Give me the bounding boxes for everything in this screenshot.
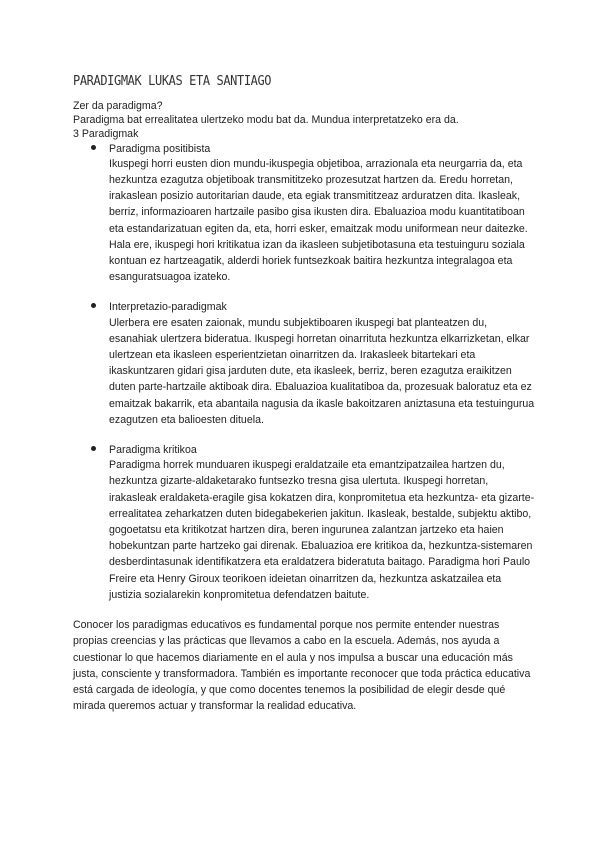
bullet-icon (91, 446, 96, 451)
conclusion-paragraph: Conocer los paradigmas educativos es fundamental porque nos permite entender nuestras propias creencias y las prácticas que llevamos a cabo en la escuela. Además, nos ayuda a cuestionar lo que hacemos diariamente en el aula y nos impulsa a buscar una educación más justa, consciente y transformadora. También es importante reconocer que toda práctica educativa está cargada de ideología, y que como docentes tenemos la posibilidad de elegir desde qué mirada queremos actuar y transformar la realidad educativa. (73, 619, 531, 713)
document-title: PARADIGMAK LUKAS ETA SANTIAGO (73, 74, 272, 89)
paradigm-heading: Interpretazio-paradigmak (109, 301, 227, 314)
definition-line: Paradigma bat errealitatea ulertzeko modu bat da. Mundua interpretatzeko era da. (73, 114, 459, 127)
list-spacer (89, 428, 536, 443)
list-item (89, 142, 536, 286)
paradigm-description: Ulerbera ere esaten zaionak, mundu subjektiboaren ikuspegi bat planteatzen du, esanahiak ulertzera bideratua. Ikuspegi horretan oinarrituta hezkuntza elkarrizketan, elkar ulertzean eta ikasleen esperientzietan oinarritzen da. Irakasleek bitartekari eta ikaskuntzaren gidari gisa jarduten dute, eta ikasleek, berriz, beren ezagutza eraikitzen duten parte-hartzaile aktiboak dira. Ebaluazioa kualitatiboa da, prozesuak baloratuz eta ez emaitzak bakarrik, eta abantaila nagusia da ikasle bakoitzaren aniztasuna eta testuingurua ezagutzen eta balioesten dituela. (109, 316, 535, 426)
list-spacer (89, 285, 536, 300)
paradigm-description: Paradigma horrek munduaren ikuspegi eraldatzaile eta emantzipatzailea hartzen du, hezkuntza gizarte-aldaketarako funtsezko tresna gisa ulertuta. Ikuspegi horretan, irakasleak eraldaketa-eragile gisa kokatzen dira, konpromitetua eta hezkuntza- eta gizarte-errealitatea zeharkatzen duten bidegabekerien jakitun. Ikasleak, bestalde, subjektu aktibo, gogoetatsu eta kritikotzat hartzen dira, beren ingurunea zalantzan jartzeko eta haien hobekuntzan parte hartzeko gai direnak. Ebaluazioa ere kritikoa da, hezkuntza-sistemaren desberdintasunak identifikatzera eta eraldatzera bideratuta baitago. Paradigma hori Paulo Freire eta Henry Giroux teorikoen ideietan oinarritzen da, hezkuntza askatzailea eta justizia sozialarekin konpromitetua defendatzen baitute. (109, 459, 535, 601)
paradigm-heading: Paradigma kritikoa (109, 444, 197, 457)
paradigm-heading: Paradigma positibista (109, 142, 211, 155)
question-line: Zer da paradigma? (73, 100, 163, 112)
bullet-icon (91, 145, 96, 150)
list-item (89, 443, 536, 603)
paradigm-list (73, 142, 536, 603)
bullet-icon (91, 303, 96, 308)
paradigm-description: Ikuspegi horri eusten dion mundu-ikuspegia objetiboa, arrazionala eta neurgarria da, eta hezkuntza ezagutza objetiboak transmititzeko prozesutzat hartzen da. Eredu horretan, irakaslean posizio autoritarian daude, eta egiak transmititzeaz arduratzen dita. Ikasleak, berriz, informazioaren hartzaile pasibo gisa ikusten dira. Ebaluazioa modu kuantitatiboan eta estandarizatuan egiten da, eta, horri esker, emaitzak modu uniformean neur daitezke. Hala ere, ikuspegi hori kritikatua izan da ikasleen subjetibotasuna eta testuinguru soziala kontuan ez hartzeagatik, alderdi horiek funtsezkoak baitira hezkuntza integralagoa eta esanguratsuagoa izateko. (109, 157, 528, 284)
list-item (89, 300, 536, 428)
paradigm-count-line: 3 Paradigmak (73, 128, 139, 141)
